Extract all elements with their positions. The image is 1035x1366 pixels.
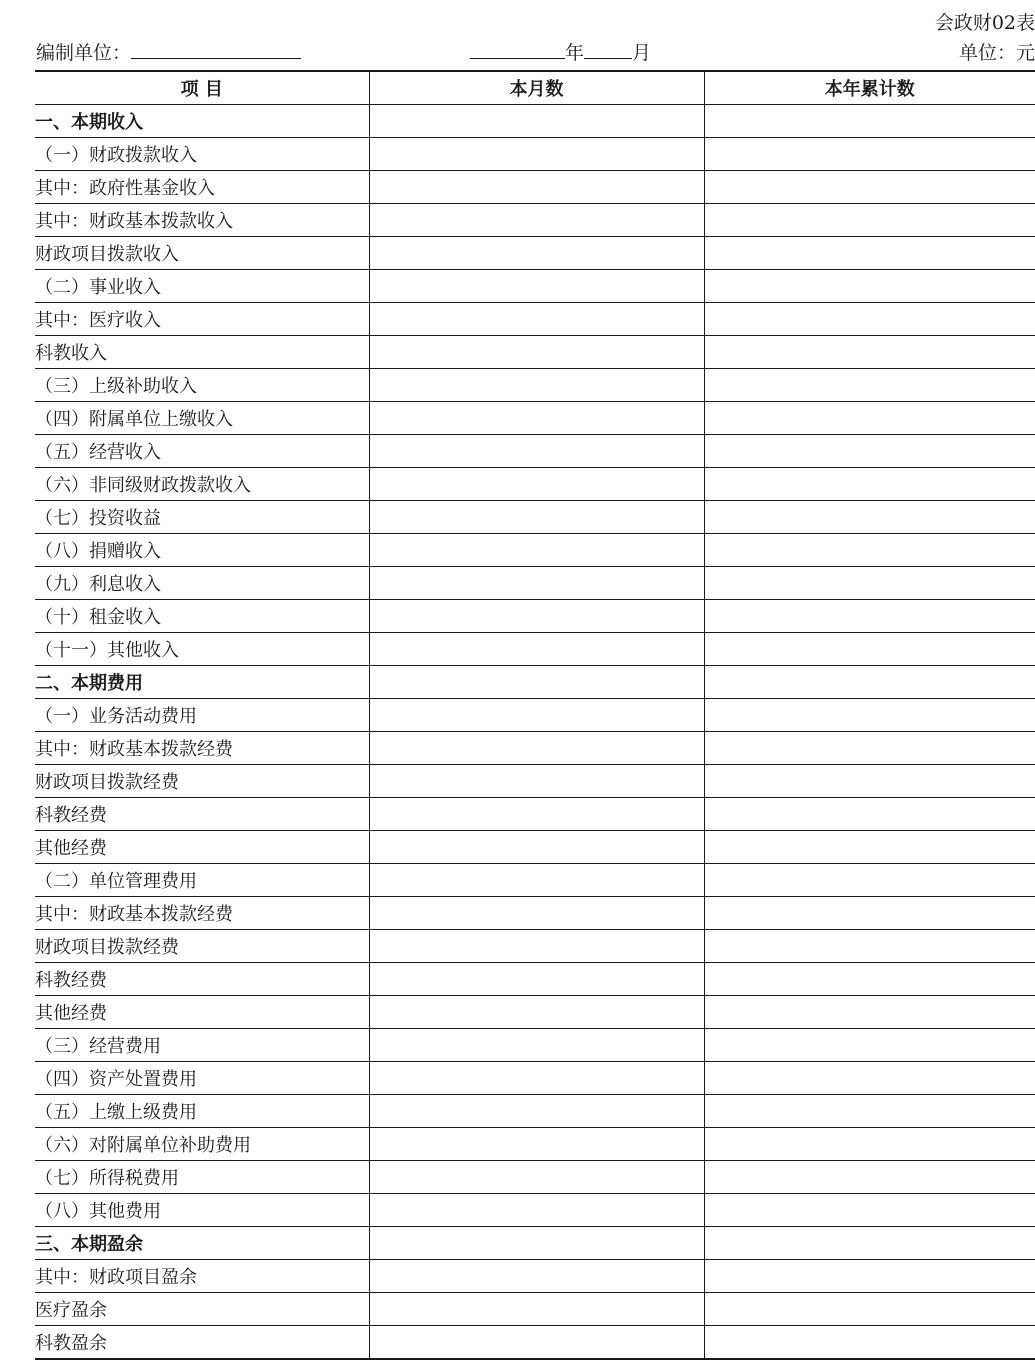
year-to-date-cell[interactable] (704, 1260, 1035, 1293)
current-month-cell[interactable] (369, 1194, 704, 1227)
current-month-cell[interactable] (369, 765, 704, 798)
table-row (35, 633, 1035, 666)
year-to-date-cell[interactable] (704, 468, 1035, 501)
row-item-label: 财政项目拨款经费 (35, 930, 369, 963)
table-header-row (35, 71, 1035, 105)
currency-unit: 单位：元 (958, 42, 1035, 64)
table-row (35, 897, 1035, 930)
current-month-cell[interactable] (369, 1293, 704, 1326)
month-blank[interactable] (584, 40, 632, 59)
current-month-cell[interactable] (369, 732, 704, 765)
row-item-label: （七）投资收益 (35, 501, 369, 534)
table-row (35, 1062, 1035, 1095)
year-to-date-cell[interactable] (704, 1227, 1035, 1260)
current-month-cell[interactable] (369, 237, 704, 270)
row-item-label: （六）非同级财政拨款收入 (35, 468, 369, 501)
current-month-cell[interactable] (369, 1128, 704, 1161)
year-to-date-cell[interactable] (704, 633, 1035, 666)
year-to-date-cell[interactable] (704, 666, 1035, 699)
row-item-label: 财政项目拨款收入 (35, 237, 369, 270)
current-month-cell[interactable] (369, 567, 704, 600)
year-to-date-cell[interactable] (704, 1293, 1035, 1326)
row-item-label: （三）上级补助收入 (35, 369, 369, 402)
row-item-label: 科教盈余 (35, 1326, 369, 1360)
row-item-label: 一、本期收入 (35, 105, 369, 138)
row-item-label: 其中：财政基本拨款经费 (35, 897, 369, 930)
year-label: 年 (565, 42, 585, 64)
row-item-label: （七）所得税费用 (35, 1161, 369, 1194)
table-row (35, 237, 1035, 270)
table-row (35, 732, 1035, 765)
row-item-label: 其中：财政基本拨款收入 (35, 204, 369, 237)
year-to-date-cell[interactable] (704, 336, 1035, 369)
month-label: 月 (632, 42, 652, 64)
current-month-cell[interactable] (369, 468, 704, 501)
row-item-label: 其中：医疗收入 (35, 303, 369, 336)
table-row (35, 765, 1035, 798)
row-item-label: （六）对附属单位补助费用 (35, 1128, 369, 1161)
current-month-cell[interactable] (369, 369, 704, 402)
current-month-cell[interactable] (369, 1161, 704, 1194)
current-month-cell[interactable] (369, 699, 704, 732)
table-row (35, 963, 1035, 996)
table-row (35, 1161, 1035, 1194)
row-item-label: 其中：政府性基金收入 (35, 171, 369, 204)
year-to-date-cell[interactable] (704, 699, 1035, 732)
year-to-date-cell[interactable] (704, 534, 1035, 567)
year-to-date-cell[interactable] (704, 600, 1035, 633)
table-row (35, 864, 1035, 897)
table-row (35, 1128, 1035, 1161)
row-item-label: （五）上缴上级费用 (35, 1095, 369, 1128)
row-item-label: （十一）其他收入 (35, 633, 369, 666)
year-to-date-cell[interactable] (704, 567, 1035, 600)
row-item-label: 科教收入 (35, 336, 369, 369)
table-row (35, 666, 1035, 699)
year-to-date-cell[interactable] (704, 369, 1035, 402)
year-to-date-cell[interactable] (704, 1326, 1035, 1360)
table-row (35, 1260, 1035, 1293)
row-item-label: 财政项目拨款经费 (35, 765, 369, 798)
current-month-cell[interactable] (369, 303, 704, 336)
table-row (35, 105, 1035, 138)
row-item-label: （四）资产处置费用 (35, 1062, 369, 1095)
reporting-unit-blank[interactable] (131, 40, 301, 59)
year-to-date-cell[interactable] (704, 402, 1035, 435)
row-item-label: （二）单位管理费用 (35, 864, 369, 897)
year-to-date-cell[interactable] (704, 798, 1035, 831)
year-to-date-cell[interactable] (704, 1194, 1035, 1227)
table-row (35, 402, 1035, 435)
table-row (35, 699, 1035, 732)
table-row (35, 171, 1035, 204)
year-to-date-cell[interactable] (704, 171, 1035, 204)
current-month-cell[interactable] (369, 1260, 704, 1293)
reporting-unit-label: 编制单位： (36, 42, 132, 64)
year-to-date-cell[interactable] (704, 303, 1035, 336)
current-month-cell[interactable] (369, 1062, 704, 1095)
year-to-date-cell[interactable] (704, 864, 1035, 897)
row-item-label: 医疗盈余 (35, 1293, 369, 1326)
table-row (35, 468, 1035, 501)
current-month-cell[interactable] (369, 897, 704, 930)
table-row (35, 1194, 1035, 1227)
table-row (35, 303, 1035, 336)
row-item-label: 科教经费 (35, 963, 369, 996)
year-to-date-cell[interactable] (704, 1062, 1035, 1095)
table-row (35, 369, 1035, 402)
current-month-cell[interactable] (369, 930, 704, 963)
table-row (35, 204, 1035, 237)
row-item-label: （八）其他费用 (35, 1194, 369, 1227)
table-row (35, 996, 1035, 1029)
table-row (35, 1326, 1035, 1360)
reporting-unit-line (36, 38, 301, 65)
column-header-year-to-date: 本年累计数 (704, 71, 1035, 105)
row-item-label: 其他经费 (35, 831, 369, 864)
row-item-label: （十）租金收入 (35, 600, 369, 633)
year-to-date-cell[interactable] (704, 1029, 1035, 1062)
row-item-label: 其中：财政基本拨款经费 (35, 732, 369, 765)
current-month-cell[interactable] (369, 666, 704, 699)
table-row (35, 501, 1035, 534)
row-item-label: 科教经费 (35, 798, 369, 831)
year-to-date-cell[interactable] (704, 204, 1035, 237)
current-month-cell[interactable] (369, 534, 704, 567)
current-month-cell[interactable] (369, 204, 704, 237)
current-month-cell[interactable] (369, 1227, 704, 1260)
row-item-label: （二）事业收入 (35, 270, 369, 303)
year-blank[interactable] (470, 40, 565, 59)
row-item-label: （三）经营费用 (35, 1029, 369, 1062)
current-month-cell[interactable] (369, 963, 704, 996)
table-body (35, 105, 1035, 1360)
year-to-date-cell[interactable] (704, 138, 1035, 171)
row-item-label: 其中：财政项目盈余 (35, 1260, 369, 1293)
current-month-cell[interactable] (369, 402, 704, 435)
table-row (35, 1293, 1035, 1326)
current-month-cell[interactable] (369, 171, 704, 204)
column-header-current-month: 本月数 (369, 71, 704, 105)
table-row (35, 798, 1035, 831)
row-item-label: （八）捐赠收入 (35, 534, 369, 567)
year-to-date-cell[interactable] (704, 105, 1035, 138)
row-item-label: （五）经营收入 (35, 435, 369, 468)
current-month-cell[interactable] (369, 138, 704, 171)
table-row (35, 567, 1035, 600)
column-header-item: 项 目 (35, 71, 369, 105)
current-month-cell[interactable] (369, 501, 704, 534)
current-month-cell[interactable] (369, 633, 704, 666)
current-month-cell[interactable] (369, 600, 704, 633)
table-row (35, 600, 1035, 633)
year-to-date-cell[interactable] (704, 732, 1035, 765)
table-row (35, 435, 1035, 468)
current-month-cell[interactable] (369, 1095, 704, 1128)
table-row (35, 1095, 1035, 1128)
period-line (470, 38, 651, 65)
year-to-date-cell[interactable] (704, 1095, 1035, 1128)
table-row (35, 138, 1035, 171)
year-to-date-cell[interactable] (704, 501, 1035, 534)
current-month-cell[interactable] (369, 1029, 704, 1062)
current-month-cell[interactable] (369, 864, 704, 897)
year-to-date-cell[interactable] (704, 831, 1035, 864)
row-item-label: 其他经费 (35, 996, 369, 1029)
table-row (35, 831, 1035, 864)
table-row (35, 534, 1035, 567)
row-item-label: 二、本期费用 (35, 666, 369, 699)
current-month-cell[interactable] (369, 831, 704, 864)
year-to-date-cell[interactable] (704, 435, 1035, 468)
table-row (35, 1029, 1035, 1062)
current-month-cell[interactable] (369, 435, 704, 468)
year-to-date-cell[interactable] (704, 963, 1035, 996)
year-to-date-cell[interactable] (704, 1128, 1035, 1161)
year-to-date-cell[interactable] (704, 996, 1035, 1029)
year-to-date-cell[interactable] (704, 1161, 1035, 1194)
table-row (35, 270, 1035, 303)
year-to-date-cell[interactable] (704, 930, 1035, 963)
current-month-cell[interactable] (369, 270, 704, 303)
row-item-label: （一）业务活动费用 (35, 699, 369, 732)
current-month-cell[interactable] (369, 1326, 704, 1360)
row-item-label: （四）附属单位上缴收入 (35, 402, 369, 435)
table-row (35, 336, 1035, 369)
form-code: 会政财02表 (934, 12, 1035, 34)
table-row (35, 930, 1035, 963)
year-to-date-cell[interactable] (704, 237, 1035, 270)
current-month-cell[interactable] (369, 996, 704, 1029)
year-to-date-cell[interactable] (704, 765, 1035, 798)
current-month-cell[interactable] (369, 798, 704, 831)
current-month-cell[interactable] (369, 336, 704, 369)
year-to-date-cell[interactable] (704, 270, 1035, 303)
row-item-label: 三、本期盈余 (35, 1227, 369, 1260)
year-to-date-cell[interactable] (704, 897, 1035, 930)
income-expense-table (35, 70, 1035, 1360)
table-row (35, 1227, 1035, 1260)
row-item-label: （一）财政拨款收入 (35, 138, 369, 171)
current-month-cell[interactable] (369, 105, 704, 138)
row-item-label: （九）利息收入 (35, 567, 369, 600)
